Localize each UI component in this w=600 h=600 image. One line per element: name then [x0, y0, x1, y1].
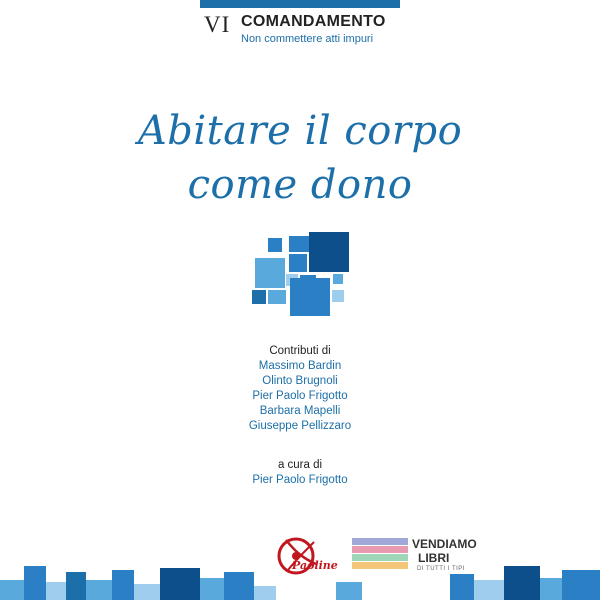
decorative-square: [252, 290, 266, 304]
decorative-square: [254, 586, 276, 600]
contributor-name: Barbara Mapelli: [259, 405, 341, 417]
contributors-label: Contributi di: [269, 345, 331, 357]
decorative-square: [474, 580, 504, 600]
watermark-stripe: [352, 538, 408, 545]
decorative-square: [562, 570, 600, 600]
decorative-square: [24, 566, 46, 600]
editor-block: [220, 458, 380, 488]
editor-label: a cura di: [277, 459, 323, 471]
contributors-block: [220, 344, 380, 434]
series-title: COMANDAMENTO: [241, 13, 386, 30]
contributor-name: Massimo Bardin: [258, 360, 342, 372]
contributor-name: Giuseppe Pellizzaro: [248, 420, 352, 432]
decorative-square: [332, 290, 344, 302]
decorative-square: [66, 572, 86, 600]
editor-name: Pier Paolo Frigotto: [252, 474, 348, 486]
paoline-logo-icon: [276, 530, 326, 580]
contributor-name: Pier Paolo Frigotto: [252, 390, 348, 402]
decorative-square: [289, 236, 309, 252]
book-title-line-1: Abitare il corpo: [137, 108, 463, 154]
publisher-name: Paoline: [292, 559, 338, 572]
watermark-stripe: [352, 554, 408, 561]
decorative-square: [112, 570, 134, 600]
decorative-square: [333, 274, 343, 284]
decorative-square: [504, 566, 540, 600]
decorative-square: [336, 582, 362, 600]
decorative-square: [268, 290, 286, 304]
decorative-square: [200, 578, 224, 600]
book-title-line-2: come dono: [187, 162, 413, 208]
decorative-square: [160, 568, 200, 600]
contributor-name: Olinto Brugnoli: [262, 375, 338, 387]
decorative-square: [450, 574, 474, 600]
decorative-square: [289, 254, 307, 272]
decorative-square: [224, 572, 254, 600]
header-accent-bar: [200, 0, 400, 8]
watermark-text: DI TUTTI I TIPI: [417, 566, 465, 572]
watermark-text: VENDIAMO: [412, 537, 477, 551]
watermark-text: LIBRI: [418, 551, 450, 565]
decorative-square: [290, 278, 330, 316]
watermark-stripe: [352, 562, 408, 569]
series-subtitle: Non commettere atti impuri: [241, 33, 374, 45]
decorative-square: [309, 232, 349, 272]
decorative-square: [134, 584, 160, 600]
decorative-square: [268, 238, 282, 252]
watermark-stripe: [352, 546, 408, 553]
decorative-square: [255, 258, 285, 288]
commandment-number: VI: [204, 12, 231, 37]
decorative-square: [86, 580, 114, 600]
decorative-square: [540, 578, 562, 600]
